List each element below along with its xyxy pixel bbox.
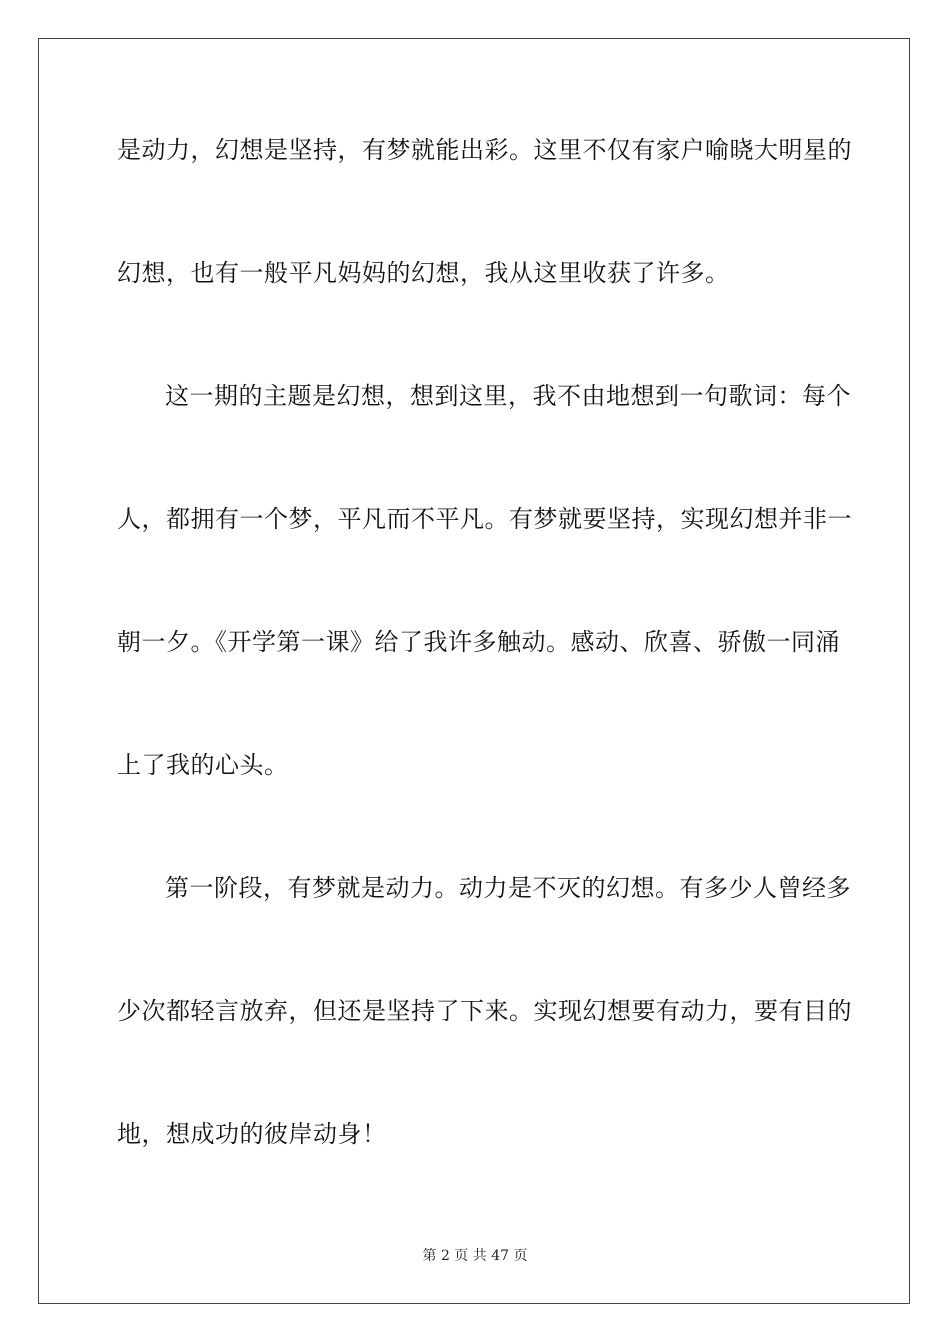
text-line-2: 幻想，也有一般平凡妈妈的幻想，我从这里收获了许多。: [117, 259, 730, 287]
text-line-3: 这一期的主题是幻想，想到这里，我不由地想到一句歌词：每个: [165, 382, 851, 410]
text-line-5: 朝一夕。《开学第一课》给了我许多触动。感动、欣喜、骄傲一同涌: [117, 628, 840, 656]
text-line-4: 人，都拥有一个梦，平凡而不平凡。有梦就要坚持，实现幻想并非一: [117, 505, 852, 533]
page-border: [38, 38, 910, 1304]
text-line-9: 地，想成功的彼岸动身！: [117, 1120, 387, 1148]
text-line-8: 少次都轻言放弃，但还是坚持了下来。实现幻想要有动力，要有目的: [117, 997, 852, 1025]
page-number-footer: 第 2 页 共 47 页: [422, 1248, 528, 1264]
text-line-7: 第一阶段，有梦就是动力。动力是不灭的幻想。有多少人曾经多: [165, 874, 851, 902]
text-line-6: 上了我的心头。: [117, 751, 289, 779]
text-line-1: 是动力，幻想是坚持，有梦就能出彩。这里不仅有家户喻晓大明星的: [117, 136, 852, 164]
